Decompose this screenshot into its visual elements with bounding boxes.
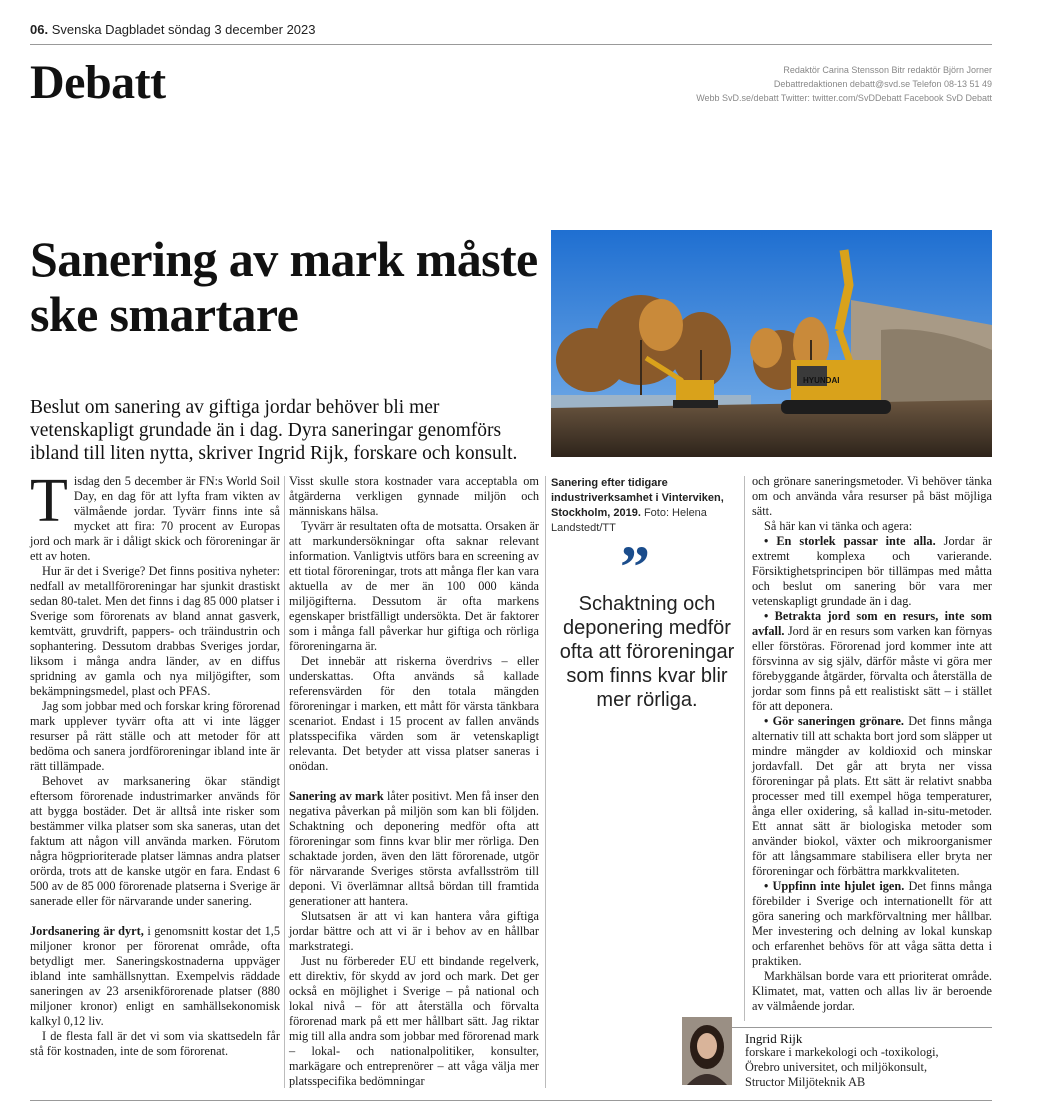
excavator-scene-illustration (551, 230, 992, 457)
quote-icon: ” (620, 534, 650, 600)
bullet-paragraph: • En storlek passar inte alla. Jordar är extremt komplexa och varierande. Försiktighetsprincipen bör tillämpas med måtta och beslut om sanering bör vara mer vetenskapligt grundade än i dag. (752, 534, 992, 608)
body-paragraph: Tyvärr är resultaten ofta de motsatta. Orsaken är att markundersökningar ofta saknar relevant information. Vanligtvis utförs bara en screening av ett tiotal föroreningar, trots att många fler kan vara aktuella av de mer än 100 000 kända miljögifterna. Dessutom är ofta markens egenskaper bristfälligt undersökta. Det är faktorer som i många fall påverkar hur giftiga och rörliga föroreningarna är. (289, 519, 539, 653)
author-avatar (682, 1017, 732, 1085)
body-paragraph: Så här kan vi tänka och agera: (764, 519, 913, 533)
footer-rule (30, 1100, 992, 1101)
article-column-4 (752, 474, 992, 1014)
body-paragraph: Behovet av marksanering ökar ständigt eftersom förorenade industrimarker används för att bygga bostäder. Det är alltså inte risker som bestämmer vilka platser som ska saneras, utan det faktum att någon vill använda marken. Förutom några högprioriterade platser lämnas andra platser orörda, trots att de kanske utgör en fara. Endast 6 500 av de 85 000 förorenade platserna i Sverige är sanerade eller för närvarande under sanering. (30, 774, 280, 908)
column-divider (284, 476, 285, 1088)
body-paragraph: Hur är det i Sverige? Det finns positiva nyheter: nedfall av metallföroreningar har sjunkit drastiskt sedan 80-talet. Men det finns i dag 85 000 platser i Sverige som förorenats av bland annat gasverk, kemtvätt, gruvdrift, pappers- och träindustrin och sophantering. Dessutom drabbas Sveriges jordar, liksom i många andra länder, av en diffus spridning av gamla och nya miljögifter, som bekämpningsmedel, plast och PFAS. (30, 564, 280, 698)
body-paragraph: Sanering av mark låter positivt. Men få inser den negativa påverkan på miljön som kan bli följden. Schaktning och deponering medför ofta att föroreningar som finns kvar blir mer rörliga. Den schaktade jorden, även den lätt förorenade, utgör för närvarande Sveriges största avfallsström till deponi. Vi överlämnar alltså bördan till framtida generationer att hantera. (289, 789, 540, 908)
section-title: Debatt (30, 56, 166, 109)
body-paragraph: Slutsatsen är att vi kan hantera våra giftiga jordar bättre och att vi är i behov av en hållbar markstrategi. (289, 909, 539, 953)
excavator-brand-label: HYUNDAI (803, 376, 840, 385)
pull-quote: Schaktning och deponering medför ofta att föroreningar som finns kvar blir mer rörliga. (559, 593, 735, 711)
article-headline: Sanering av mark måste ske smartare (30, 231, 538, 342)
article-column-1 (30, 467, 280, 1059)
bullet-lead: • Uppfinn inte hjulet igen. (764, 879, 905, 893)
page-number: 06. (30, 22, 49, 37)
subheading-lead: Sanering av mark (289, 789, 384, 803)
masthead-line-editors: Redaktör Carina Stensson Bitr redaktör Björn Jorner (783, 65, 992, 75)
paper-dateline: Svenska Dagbladet söndag 3 december 2023 (51, 22, 316, 37)
page-header (30, 22, 316, 37)
masthead-credits (696, 63, 992, 105)
masthead-line-contact: Debattredaktionen debatt@svd.se Telefon 08-13 51 49 (773, 79, 992, 89)
column-divider (744, 476, 745, 1021)
bullet-paragraph: • Betrakta jord som en resurs, inte som avfall. Jord är en resurs som varken kan förnyas eller förstöras. Förorenad jord kommer inte att försvinna av sig själv, därför måste vi göra mer förebyggande åtgärder, förvalta och återställa de jordar som finns på ett realistiskt sätt – i stället för att deponera. (752, 609, 992, 713)
article-ingress: Beslut om sanering av giftiga jordar behöver bli mer vetenskapligt grundade än i dag. Dyra saneringar genomförs ibland till liten nytta, skriver Ingrid Rijk, forskare och konsult. (30, 397, 518, 464)
bullet-lead: • Gör saneringen grönare. (764, 714, 905, 728)
bullet-paragraph: • Gör saneringen grönare. Det finns många alternativ till att schakta bort jord som släpper ut mindre mängder av koldioxid och minskar jordavfall. Det går att bryta ner vissa föroreningar på plats. Ett sätt är relativt snabba processer med till exempel höga temperaturer, ånga eller oxidering, så kallad in-situ-metoder. Ett annat sätt är biologiska metoder som använder biokol, växter och mikroorganismer för att långsammare stabilisera eller bryta ner föroreningar och förbättra markkvaliteten. (752, 714, 992, 878)
photo-caption-text: Sanering efter tidigare industriverksamhet i Vinterviken, Stockholm, 2019. (551, 477, 724, 519)
subheading-lead: Jordsanering är dyrt, (30, 924, 144, 938)
body-paragraph: Jordsanering är dyrt, i genomsnitt kostar det 1,5 miljoner kronor per förorenat område, ofta betydligt mer. Saneringskostnaderna uppväger ibland inte samhällsnyttan. Exempelvis räddade saneringen av 23 arsenikförorenade platser (880 miljoner kronor) enligt en samhällsekonomisk kalkyl 0,12 liv. (30, 924, 280, 1028)
body-paragraph: Markhälsan borde vara ett prioriterat område. Klimatet, mat, vatten och allas liv är beroende av välmående jordar. (752, 969, 992, 1013)
body-paragraph: Jag som jobbar med och forskar kring förorenad mark upplever tyvärr ofta att vi inte lägger resurser på rätt ställe och att metoder för att bedöma och sanera jordföroreningar ibland inte är rätt tillämpade. (30, 699, 280, 773)
header-rule (30, 44, 992, 45)
author-name: Ingrid Rijk (745, 1031, 803, 1046)
body-paragraph: Det innebär att riskerna överdrivs – eller underskattas. Ofta används så kallade referensvärden för den totala mängden föroreningar i marken, ett mått för värsta tänkbara scenariot. Endast i 15 procent av fallen används platsspecifika värden som är vetenskapligt relevanta. Det betyder att vissa platser saneras i onödan. (289, 654, 539, 773)
author-bio: forskare i markekologi och -toxikologi, Örebro universitet, och miljökonsult, Structor Miljöteknik AB (745, 1045, 939, 1089)
masthead-line-web: Webb SvD.se/debatt Twitter: twitter.com/SvDDebatt Facebook SvD Debatt (696, 93, 992, 103)
body-paragraph: Tisdag den 5 december är FN:s World Soil Day, en dag för att lyfta fram vikten av välmående jordar. Tyvärr finns inte så mycket att fira: 70 procent av Europas jord och mark är i dåligt skick och föroreningar är ett av hoten. (30, 467, 280, 563)
bullet-paragraph: • Uppfinn inte hjulet igen. Det finns många förebilder i Sverige och internationellt för att göra sanering och markförvaltning mer hållbar. Mer investering och delning av lokal kunskap och erfarenhet behövs för att våga sätta detta i praktiken. (752, 879, 992, 968)
column-divider (545, 476, 546, 1088)
bullet-lead: • En storlek passar inte alla. (764, 534, 936, 548)
drop-cap: T (30, 467, 68, 535)
photo-credit: Foto: Helena Landstedt/TT (551, 507, 707, 534)
body-paragraph: I de flesta fall är det vi som via skattsedeln får stå för kostnaden, inte de som förorenat. (30, 1029, 280, 1058)
article-photo (551, 230, 992, 457)
photo-caption (551, 476, 736, 536)
body-paragraph: Visst skulle stora kostnader vara acceptabla om åtgärderna verkligen gynnade miljön och människans hälsa. (289, 474, 539, 518)
body-paragraph: och grönare saneringsmetoder. Vi behöver tänka om och använda våra resurser på bäst möjliga sätt. (752, 474, 992, 518)
bullet-lead: • Betrakta jord som en resurs, inte som avfall. (752, 609, 992, 638)
body-paragraph: Just nu förbereder EU ett bindande regelverk, ett direktiv, för skydd av jord och mark. Det ger också en möjlighet i Sverige – på national och lokal nivå – för att återställa och förvalta förorenad mark på ett mer hållbart sätt. Jag riktar mig till alla andra som jobbar med förorenad mark – lokal- och nationalpolitiker, konsulter, markägare och entreprenörer – att våga välja mer platsspecifika bedömningar (289, 954, 539, 1088)
article-column-2 (289, 474, 539, 1089)
